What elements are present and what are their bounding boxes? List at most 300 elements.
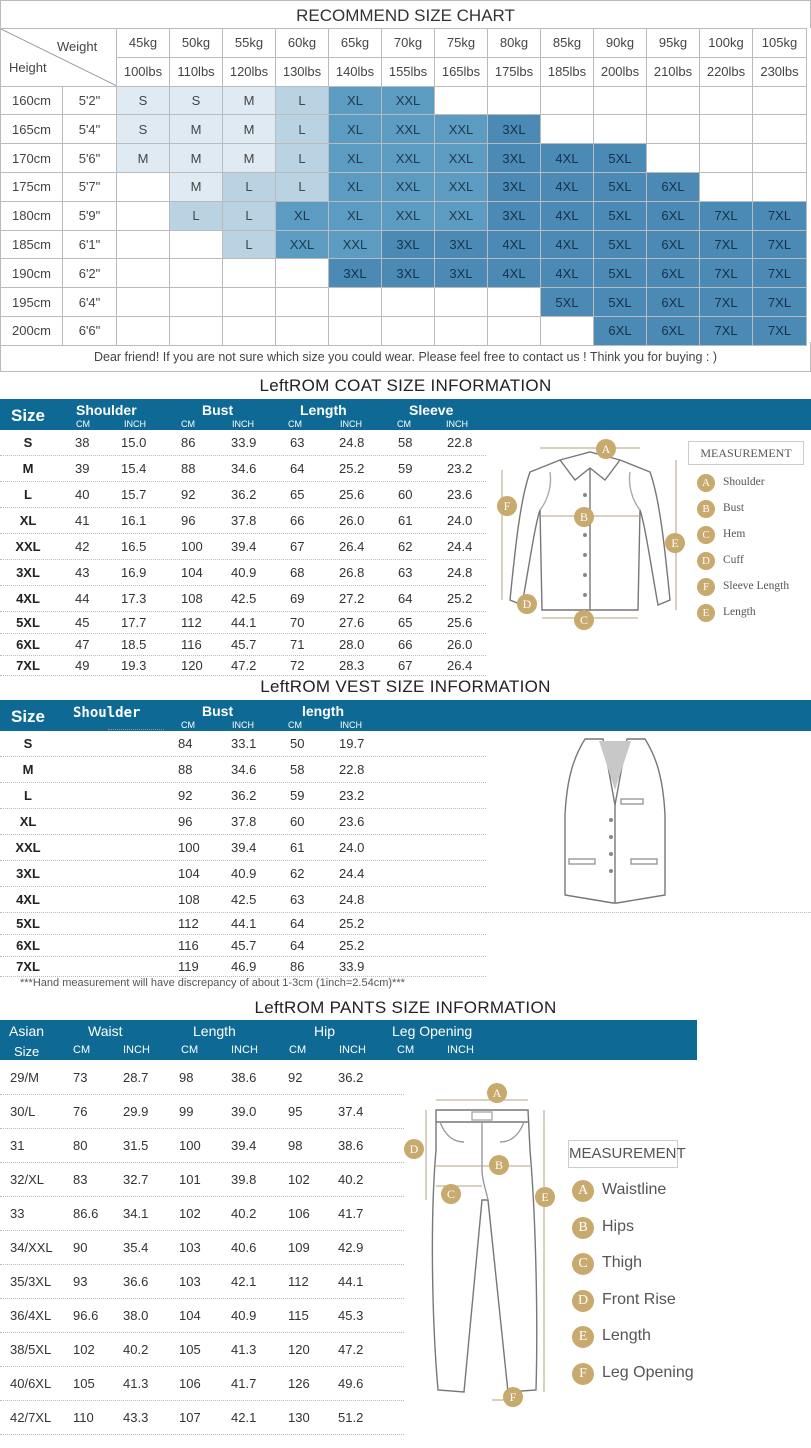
coat-size: S bbox=[23, 435, 33, 450]
size-cell: 7XL bbox=[700, 316, 753, 345]
coat-value: 66 bbox=[398, 637, 413, 652]
size-cell: XXL bbox=[435, 144, 488, 173]
vest-size: L bbox=[24, 788, 32, 803]
pants-value: 102 bbox=[73, 1342, 95, 1357]
coat-value: 24.8 bbox=[339, 435, 365, 450]
weight-lbs-header: 110lbs bbox=[170, 57, 223, 86]
size-chart-row bbox=[1, 288, 807, 317]
size-cell: XXL bbox=[329, 230, 382, 259]
size-cell: L bbox=[276, 144, 329, 173]
vest-value: 58 bbox=[290, 762, 305, 777]
coat-value: 64 bbox=[290, 461, 305, 476]
size-cell bbox=[117, 172, 170, 201]
legend-label: Sleeve Length bbox=[723, 580, 790, 592]
pants-value: 35.4 bbox=[123, 1240, 149, 1255]
size-cell bbox=[435, 288, 488, 317]
vest-value: 42.5 bbox=[231, 892, 257, 907]
weight-kg-header: 45kg bbox=[117, 29, 170, 58]
size-cell: L bbox=[276, 172, 329, 201]
size-cell: L bbox=[170, 201, 223, 230]
vest-size: 6XL bbox=[16, 938, 40, 953]
size-chart-row bbox=[1, 259, 807, 288]
coat-value: 49 bbox=[75, 658, 90, 673]
size-cell: 7XL bbox=[700, 230, 753, 259]
size-cell bbox=[170, 230, 223, 259]
weight-lbs-header: 155lbs bbox=[382, 57, 435, 86]
size-cell bbox=[117, 288, 170, 317]
size-cell: 3XL bbox=[488, 172, 541, 201]
size-cell: 3XL bbox=[382, 230, 435, 259]
size-cell: 4XL bbox=[541, 259, 594, 288]
pants-value: 42.9 bbox=[338, 1240, 364, 1255]
legend-label: Thigh bbox=[602, 1254, 643, 1272]
pants-size: 31 bbox=[10, 1138, 25, 1153]
coat-value: 88 bbox=[181, 461, 196, 476]
legend-letter-icon: A bbox=[697, 474, 715, 492]
size-cell bbox=[647, 115, 700, 144]
coat-value: 23.6 bbox=[447, 487, 473, 502]
size-cell: XL bbox=[329, 172, 382, 201]
legend-letter-icon: D bbox=[572, 1290, 594, 1312]
size-cell: 3XL bbox=[488, 115, 541, 144]
pants-value: 41.7 bbox=[338, 1206, 364, 1221]
size-cell: 6XL bbox=[647, 288, 700, 317]
size-cell: 3XL bbox=[488, 144, 541, 173]
vest-section-title: LeftROM VEST SIZE INFORMATION bbox=[260, 677, 551, 696]
coat-value: 23.2 bbox=[447, 461, 473, 476]
vest-value: 88 bbox=[178, 762, 193, 777]
coat-value: 40 bbox=[75, 487, 90, 502]
pants-value: 120 bbox=[288, 1342, 310, 1357]
coat-value: 15.7 bbox=[121, 487, 147, 502]
coat-value: 43 bbox=[75, 565, 90, 580]
vest-value: 84 bbox=[178, 736, 193, 751]
coat-value: 27.6 bbox=[339, 615, 365, 630]
weight-kg-header: 85kg bbox=[541, 29, 594, 58]
legend-label: Leg Opening bbox=[602, 1364, 694, 1381]
height-cm: 160cm bbox=[1, 86, 63, 115]
pants-value: 73 bbox=[73, 1070, 88, 1085]
size-cell: M bbox=[223, 86, 276, 115]
unit-inch: INCH bbox=[446, 419, 468, 429]
pants-header-bar bbox=[0, 1020, 697, 1060]
coat-value: 72 bbox=[290, 658, 305, 673]
size-cell: 5XL bbox=[594, 201, 647, 230]
coat-value: 39 bbox=[75, 461, 90, 476]
pants-value: 41.3 bbox=[123, 1376, 149, 1391]
coat-value: 26.0 bbox=[447, 637, 473, 652]
size-cell: XXL bbox=[382, 115, 435, 144]
size-cell: 3XL bbox=[382, 259, 435, 288]
weight-lbs-header: 200lbs bbox=[594, 57, 647, 86]
vest-value: 37.8 bbox=[231, 814, 257, 829]
coat-value: 17.3 bbox=[121, 591, 147, 606]
size-cell bbox=[435, 86, 488, 115]
vest-value: 61 bbox=[290, 840, 305, 855]
pants-value: 40.2 bbox=[338, 1172, 364, 1187]
coat-value: 59 bbox=[398, 461, 413, 476]
vest-row bbox=[0, 783, 486, 809]
legend-label: Waistline bbox=[602, 1181, 667, 1198]
coat-value: 63 bbox=[398, 565, 413, 580]
vest-row bbox=[0, 887, 486, 913]
pants-value: 40.2 bbox=[231, 1206, 257, 1221]
pants-size-label-1: Asian bbox=[9, 1023, 45, 1039]
legend-letter-icon: D bbox=[697, 552, 715, 570]
coat-row bbox=[0, 482, 486, 508]
coat-value: 34.6 bbox=[231, 461, 257, 476]
size-cell bbox=[223, 259, 276, 288]
size-cell bbox=[753, 172, 807, 201]
size-cell: 5XL bbox=[594, 172, 647, 201]
size-chart-row bbox=[1, 316, 807, 345]
pants-value: 39.8 bbox=[231, 1172, 257, 1187]
size-cell bbox=[700, 86, 753, 115]
size-cell bbox=[223, 288, 276, 317]
pants-value: 96.6 bbox=[73, 1308, 99, 1323]
pants-value: 41.3 bbox=[231, 1342, 257, 1357]
coat-value: 112 bbox=[181, 615, 202, 630]
coat-value: 58 bbox=[398, 435, 413, 450]
size-cell bbox=[117, 259, 170, 288]
vest-value: 104 bbox=[178, 866, 200, 881]
coat-value: 47.2 bbox=[231, 658, 257, 673]
size-cell bbox=[117, 201, 170, 230]
pants-value: 104 bbox=[179, 1308, 201, 1323]
vest-value: 44.1 bbox=[231, 916, 257, 931]
pants-value: 105 bbox=[179, 1342, 201, 1357]
coat-value: 16.1 bbox=[121, 513, 147, 528]
size-cell: 4XL bbox=[541, 230, 594, 259]
legend-letter-icon: E bbox=[697, 604, 715, 622]
vest-size: 5XL bbox=[16, 916, 40, 931]
pants-value: 51.2 bbox=[338, 1410, 364, 1425]
coat-value: 28.0 bbox=[339, 637, 365, 652]
coat-col-bust: Bust bbox=[202, 402, 234, 418]
coat-size: L bbox=[24, 487, 32, 502]
coat-row bbox=[0, 508, 486, 534]
pants-size: 30/L bbox=[10, 1104, 36, 1119]
vest-row bbox=[0, 957, 486, 977]
coat-value: 86 bbox=[181, 435, 196, 450]
pants-value: 100 bbox=[179, 1138, 201, 1153]
size-cell: 7XL bbox=[753, 259, 807, 288]
pants-size: 42/7XL bbox=[10, 1410, 52, 1425]
size-cell: XXL bbox=[382, 86, 435, 115]
size-cell: 7XL bbox=[700, 259, 753, 288]
height-ft: 5'7" bbox=[63, 172, 117, 201]
pants-value: 32.7 bbox=[123, 1172, 149, 1187]
size-cell bbox=[435, 316, 488, 345]
coat-size: 4XL bbox=[16, 591, 40, 606]
coat-value: 33.9 bbox=[231, 435, 257, 450]
legend-label: Front Rise bbox=[602, 1290, 676, 1308]
coat-value: 61 bbox=[398, 513, 413, 528]
size-cell: 4XL bbox=[541, 172, 594, 201]
legend-letter-icon: B bbox=[572, 1217, 594, 1239]
size-cell: 7XL bbox=[700, 288, 753, 317]
coat-value: 64 bbox=[398, 591, 413, 606]
height-cm: 195cm bbox=[1, 288, 63, 317]
legend-letter-icon: B bbox=[697, 500, 715, 518]
coat-header-bar bbox=[0, 399, 811, 430]
coat-value: 62 bbox=[398, 539, 413, 554]
pants-value: 109 bbox=[288, 1240, 310, 1255]
vest-col-shoulder: Shoulder bbox=[73, 705, 141, 721]
unit-cm: CM bbox=[181, 419, 195, 429]
size-cell bbox=[329, 316, 382, 345]
weight-kg-header: 65kg bbox=[329, 29, 382, 58]
size-chart-row bbox=[1, 115, 807, 144]
vest-diagram bbox=[555, 735, 675, 905]
pants-value: 102 bbox=[179, 1206, 201, 1221]
size-cell: 5XL bbox=[594, 144, 647, 173]
vest-value: 45.7 bbox=[231, 938, 257, 953]
coat-value: 67 bbox=[398, 658, 413, 673]
size-cell bbox=[700, 115, 753, 144]
coat-value: 24.8 bbox=[447, 565, 473, 580]
coat-value: 19.3 bbox=[121, 658, 147, 673]
coat-value: 45 bbox=[75, 615, 90, 630]
pants-value: 38.0 bbox=[123, 1308, 149, 1323]
unit-inch: INCH bbox=[447, 1044, 474, 1056]
pants-callout-e: E bbox=[535, 1187, 555, 1207]
pants-row bbox=[0, 1163, 404, 1197]
vest-value: 50 bbox=[290, 736, 305, 751]
pants-value: 40.6 bbox=[231, 1240, 257, 1255]
coat-col-sleeve: Sleeve bbox=[409, 402, 454, 418]
unit-inch: INCH bbox=[340, 720, 362, 730]
height-ft: 6'1" bbox=[63, 230, 117, 259]
pants-value: 105 bbox=[73, 1376, 95, 1391]
coat-size: XL bbox=[19, 513, 37, 528]
unit-cm: CM bbox=[397, 419, 411, 429]
vest-header-bar bbox=[0, 700, 811, 731]
unit-cm: CM bbox=[181, 1044, 199, 1056]
size-cell: S bbox=[170, 86, 223, 115]
size-cell: XL bbox=[329, 86, 382, 115]
vest-value: 63 bbox=[290, 892, 305, 907]
coat-value: 38 bbox=[75, 435, 90, 450]
vest-value: 108 bbox=[178, 892, 200, 907]
size-cell bbox=[329, 288, 382, 317]
coat-size: M bbox=[22, 461, 34, 476]
pants-value: 38.6 bbox=[338, 1138, 364, 1153]
pants-value: 44.1 bbox=[338, 1274, 364, 1289]
coat-value: 27.2 bbox=[339, 591, 365, 606]
coat-value: 92 bbox=[181, 487, 196, 502]
size-cell: XXL bbox=[435, 115, 488, 144]
size-cell: 7XL bbox=[753, 316, 807, 345]
coat-value: 37.8 bbox=[231, 513, 257, 528]
legend-label: Bust bbox=[723, 502, 745, 514]
coat-value: 42.5 bbox=[231, 591, 257, 606]
weight-kg-header: 80kg bbox=[488, 29, 541, 58]
size-cell bbox=[488, 86, 541, 115]
size-cell: 7XL bbox=[700, 201, 753, 230]
coat-value: 65 bbox=[290, 487, 305, 502]
weight-lbs-header: 165lbs bbox=[435, 57, 488, 86]
vest-value: 19.7 bbox=[339, 736, 365, 751]
pants-value: 126 bbox=[288, 1376, 310, 1391]
pants-value: 38.6 bbox=[231, 1070, 257, 1085]
pants-value: 80 bbox=[73, 1138, 88, 1153]
size-cell bbox=[117, 230, 170, 259]
coat-value: 65 bbox=[398, 615, 413, 630]
size-cell bbox=[700, 144, 753, 173]
pants-col-waist: Waist bbox=[88, 1023, 123, 1039]
pants-legend-title: MEASUREMENT bbox=[568, 1140, 678, 1168]
size-cell: 6XL bbox=[647, 230, 700, 259]
size-cell: 4XL bbox=[488, 230, 541, 259]
coat-size: 6XL bbox=[16, 637, 40, 652]
pants-size: 36/4XL bbox=[10, 1308, 52, 1323]
vest-size: XXL bbox=[15, 840, 41, 855]
vest-value: 22.8 bbox=[339, 762, 365, 777]
size-cell: 5XL bbox=[594, 288, 647, 317]
pants-value: 102 bbox=[288, 1172, 310, 1187]
vest-row bbox=[0, 861, 486, 887]
coat-value: 63 bbox=[290, 435, 305, 450]
size-chart-row bbox=[1, 172, 807, 201]
height-cm: 165cm bbox=[1, 115, 63, 144]
coat-value: 120 bbox=[181, 658, 203, 673]
vest-value: 64 bbox=[290, 938, 305, 953]
vest-row bbox=[0, 913, 486, 935]
pants-value: 28.7 bbox=[123, 1070, 149, 1085]
coat-value: 36.2 bbox=[231, 487, 257, 502]
pants-size: 38/5XL bbox=[10, 1342, 52, 1357]
vest-note: ***Hand measurement will have discrepancy of about 1-3cm (1inch=2.54cm)*** bbox=[20, 977, 405, 989]
pants-value: 103 bbox=[179, 1274, 201, 1289]
coat-value: 24.0 bbox=[447, 513, 473, 528]
coat-value: 100 bbox=[181, 539, 203, 554]
vest-size: S bbox=[23, 736, 33, 751]
legend-label: Hips bbox=[602, 1217, 635, 1235]
coat-value: 15.4 bbox=[121, 461, 147, 476]
pants-row bbox=[0, 1197, 404, 1231]
size-cell bbox=[276, 259, 329, 288]
weight-lbs-header: 220lbs bbox=[700, 57, 753, 86]
height-cm: 185cm bbox=[1, 230, 63, 259]
coat-value: 25.2 bbox=[339, 461, 365, 476]
pants-row bbox=[0, 1095, 404, 1129]
pants-section-title: LeftROM PANTS SIZE INFORMATION bbox=[254, 998, 557, 1017]
legend-label: Length bbox=[723, 606, 756, 618]
size-cell bbox=[223, 316, 276, 345]
size-cell: XXL bbox=[435, 201, 488, 230]
coat-value: 47 bbox=[75, 637, 90, 652]
size-cell bbox=[594, 115, 647, 144]
vest-value: 24.8 bbox=[339, 892, 365, 907]
pants-value: 39.4 bbox=[231, 1138, 257, 1153]
pants-row bbox=[0, 1367, 404, 1401]
coat-legend-title: MEASUREMENT bbox=[688, 441, 804, 465]
weight-lbs-header: 185lbs bbox=[541, 57, 594, 86]
coat-value: 108 bbox=[181, 591, 203, 606]
size-cell: 4XL bbox=[541, 144, 594, 173]
pants-value: 98 bbox=[288, 1138, 303, 1153]
pants-row bbox=[0, 1231, 404, 1265]
unit-cm: CM bbox=[397, 1044, 415, 1056]
size-cell: XXL bbox=[435, 172, 488, 201]
coat-value: 17.7 bbox=[121, 615, 147, 630]
pants-value: 101 bbox=[179, 1172, 201, 1187]
coat-value: 26.4 bbox=[339, 539, 365, 554]
height-cm: 175cm bbox=[1, 172, 63, 201]
coat-value: 96 bbox=[181, 513, 196, 528]
height-ft: 6'2" bbox=[63, 259, 117, 288]
unit-inch: INCH bbox=[231, 1044, 258, 1056]
pants-value: 36.2 bbox=[338, 1070, 364, 1085]
vest-value: 25.2 bbox=[339, 938, 365, 953]
pants-size: 35/3XL bbox=[10, 1274, 52, 1289]
weight-lbs-header: 175lbs bbox=[488, 57, 541, 86]
coat-value: 18.5 bbox=[121, 637, 147, 652]
pants-value: 29.9 bbox=[123, 1104, 149, 1119]
coat-value: 60 bbox=[398, 487, 413, 502]
pants-col-leg-opening: Leg Opening bbox=[392, 1023, 473, 1039]
pants-value: 36.6 bbox=[123, 1274, 149, 1289]
size-cell: 7XL bbox=[753, 230, 807, 259]
vest-size: 4XL bbox=[16, 892, 40, 907]
size-cell: XL bbox=[329, 115, 382, 144]
coat-size-label: Size bbox=[11, 406, 46, 425]
size-cell bbox=[488, 316, 541, 345]
pants-col-length: Length bbox=[193, 1023, 236, 1039]
vest-row bbox=[0, 935, 486, 957]
unit-cm: CM bbox=[288, 720, 302, 730]
unit-inch: INCH bbox=[123, 1044, 150, 1056]
coat-value: 24.4 bbox=[447, 539, 473, 554]
unit-inch: INCH bbox=[339, 1044, 366, 1056]
height-label: Height bbox=[9, 60, 47, 75]
unit-cm: CM bbox=[181, 720, 195, 730]
vest-value: 96 bbox=[178, 814, 193, 829]
pants-value: 40.9 bbox=[231, 1308, 257, 1323]
unit-inch: INCH bbox=[340, 419, 362, 429]
coat-size: 7XL bbox=[16, 658, 40, 673]
legend-letter-icon: F bbox=[697, 578, 715, 596]
legend-label: Shoulder bbox=[723, 476, 765, 488]
size-cell: L bbox=[223, 172, 276, 201]
size-cell: 7XL bbox=[753, 201, 807, 230]
size-cell bbox=[276, 316, 329, 345]
coat-value: 44 bbox=[75, 591, 90, 606]
pants-value: 95 bbox=[288, 1104, 303, 1119]
pants-row bbox=[0, 1061, 404, 1095]
height-ft: 6'6" bbox=[63, 316, 117, 345]
vest-value: 39.4 bbox=[231, 840, 257, 855]
coat-value: 70 bbox=[290, 615, 305, 630]
pants-value: 110 bbox=[73, 1410, 94, 1425]
size-cell: 4XL bbox=[541, 201, 594, 230]
pants-callout-f: F bbox=[503, 1387, 523, 1407]
vest-row bbox=[0, 731, 486, 757]
unit-cm: CM bbox=[73, 1044, 91, 1056]
size-cell: 5XL bbox=[541, 288, 594, 317]
weight-lbs-header: 140lbs bbox=[329, 57, 382, 86]
coat-callout-c: C bbox=[574, 610, 594, 630]
size-cell bbox=[541, 115, 594, 144]
legend-letter-icon: C bbox=[697, 526, 715, 544]
vest-size: 3XL bbox=[16, 866, 40, 881]
vest-value: 112 bbox=[178, 916, 199, 931]
size-chart-corner bbox=[1, 29, 117, 87]
vest-value: 23.6 bbox=[339, 814, 365, 829]
size-cell bbox=[117, 316, 170, 345]
size-chart-row bbox=[1, 230, 807, 259]
